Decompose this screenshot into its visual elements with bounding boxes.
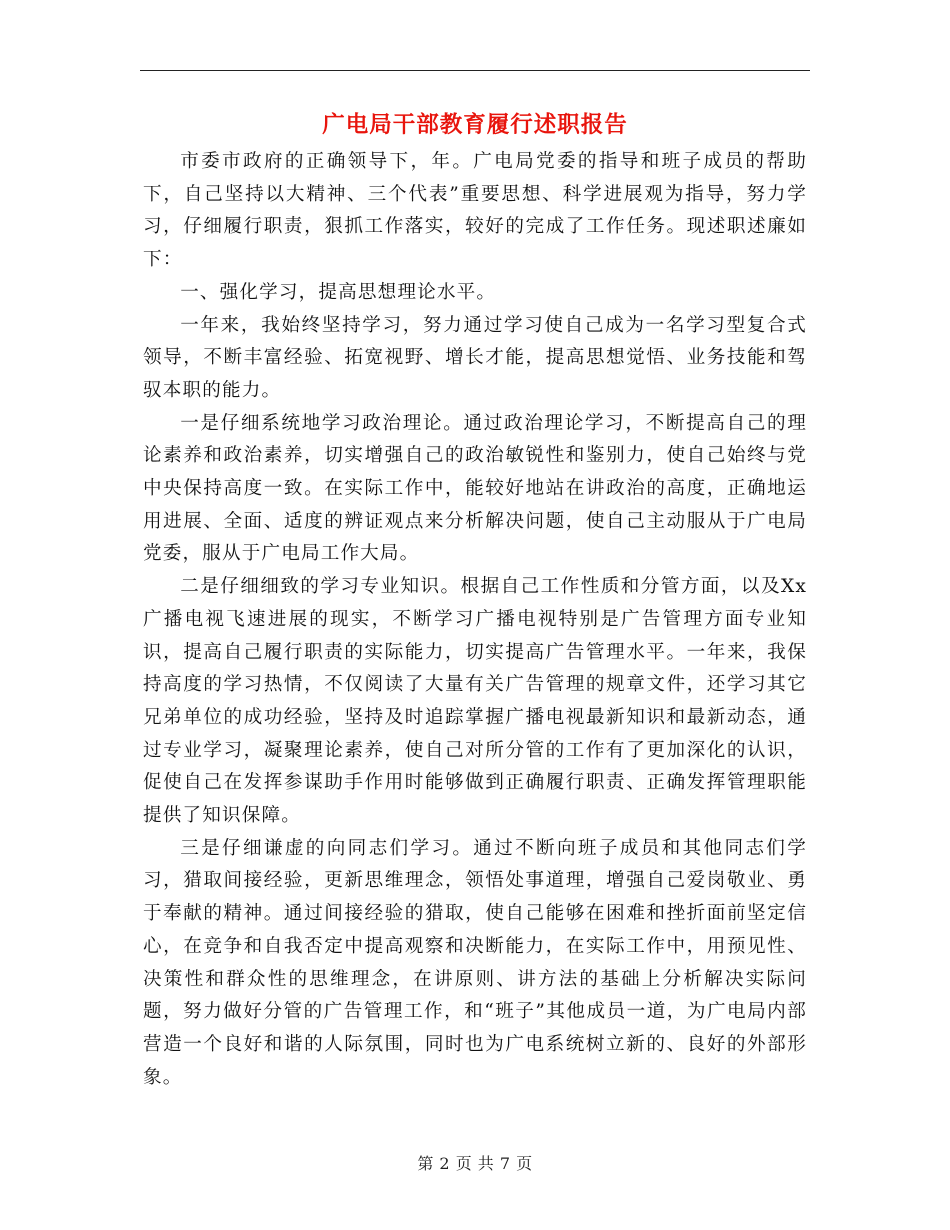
document-title: 广电局干部教育履行述职报告 (322, 112, 628, 138)
body-paragraph-intro: 市委市政府的正确领导下，年。广电局党委的指导和班子成员的帮助下，自己坚持以大精神、三个代表”重要思想、科学进展观为指导，努力学习，仔细履行职责，狠抓工作落实，较好的完成了工作任务。现述职述廉如下： (143, 151, 807, 271)
body-paragraph-political-theory: 一是仔细系统地学习政治理论。通过政治理论学习，不断提高自己的理论素养和政治素养，切实增强自己的政治敏锐性和鉴别力，使自己始终与党中央保持高度一致。在实际工作中，能较好地站在讲政治的高度，正确地运用进展、全面、适度的辨证观点来分析解决问题，使自己主动服从于广电局党委，服从于广电局工作大局。 (143, 412, 807, 565)
body-paragraph-overview: 一年来，我始终坚持学习，努力通过学习使自己成为一名学习型复合式领导，不断丰富经验、拓宽视野、增长才能，提高思想觉悟、业务技能和驾驭本职的能力。 (143, 314, 807, 401)
header-rule (140, 70, 810, 71)
document-body (143, 146, 807, 1094)
section-heading-study: 一、强化学习，提高思想理论水平。 (180, 281, 497, 303)
body-paragraph-learn-from-colleagues: 三是仔细谦虚的向同志们学习。通过不断向班子成员和其他同志们学习，猎取间接经验，更新思维理念，领悟处事道理，增强自己爱岗敬业、勇于奉献的精神。通过间接经验的猎取，使自己能够在困难和挫折面前坚定信心，在竞争和自我否定中提高观察和决断能力，在实际工作中，用预见性、决策性和群众性的思维理念，在讲原则、讲方法的基础上分析解决实际问题，努力做好分管的广告管理工作，和“班子”其他成员一道，为广电局内部营造一个良好和谐的人际氛围，同时也为广电系统树立新的、良好的外部形象。 (143, 837, 807, 1088)
body-paragraph-professional-knowledge: 二是仔细细致的学习专业知识。根据自己工作性质和分管方面，以及Xx广播电视飞速进展的现实，不断学习广播电视特别是广告管理方面专业知识，提高自己履行职责的实际能力，切实提高广告管理水平。一年来，我保持高度的学习热情，不仅阅读了大量有关广告管理的规章文件，还学习其它兄弟单位的成功经验，坚持及时追踪掌握广播电视最新知识和最新动态，通过专业学习，凝聚理论素养，使自己对所分管的工作有了更加深化的认识，促使自己在发挥参谋助手作用时能够做到正确履行职责、正确发挥管理职能提供了知识保障。 (143, 576, 807, 827)
page-number-footer: 第 2 页 共 7 页 (417, 1154, 533, 1173)
